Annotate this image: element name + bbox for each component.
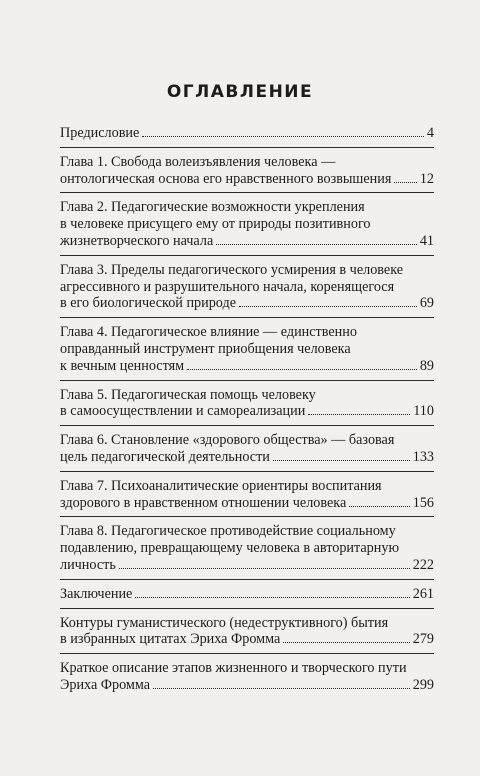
toc-entry-line: Предисловие bbox=[60, 125, 140, 141]
toc-entry[interactable] bbox=[60, 262, 434, 312]
toc-entry[interactable] bbox=[60, 199, 434, 249]
toc-entry[interactable] bbox=[60, 387, 434, 421]
entry-separator bbox=[60, 471, 434, 472]
toc-page-number: 110 bbox=[413, 403, 434, 420]
toc-page-number: 12 bbox=[419, 170, 434, 187]
dot-leader bbox=[394, 182, 416, 183]
toc-entry-line: онтологическая основа его нравственного возвышения bbox=[60, 170, 392, 187]
toc-entry-line: Глава 2. Педагогические возможности укрепления bbox=[60, 199, 365, 216]
toc-entry-line: личность bbox=[60, 556, 116, 573]
toc-entry-line: Глава 5. Педагогическая помощь человеку bbox=[60, 386, 316, 403]
entry-separator bbox=[60, 608, 434, 609]
toc-entry[interactable] bbox=[60, 432, 434, 466]
dot-leader bbox=[239, 306, 417, 307]
toc-page-number: 261 bbox=[412, 585, 434, 602]
toc-entry-line: Глава 7. Психоаналитические ориентиры воспитания bbox=[60, 477, 382, 494]
toc-page-number: 4 bbox=[426, 125, 434, 141]
toc-entry-line: к вечным ценностям bbox=[60, 357, 185, 374]
entry-separator bbox=[60, 579, 434, 580]
entry-separator bbox=[60, 192, 434, 193]
toc-entry[interactable] bbox=[60, 615, 434, 649]
entry-separator bbox=[60, 255, 434, 256]
toc-page-number: 156 bbox=[412, 494, 434, 511]
toc-entry-line: подавлению, превращающему человека в авторитарную bbox=[60, 540, 400, 557]
dot-leader bbox=[135, 597, 409, 598]
dot-leader bbox=[308, 414, 410, 415]
toc-entry-line: Глава 3. Пределы педагогического усмирения в человеке bbox=[60, 261, 404, 278]
toc-entry[interactable] bbox=[60, 660, 434, 694]
toc-page-number: 222 bbox=[412, 556, 434, 573]
dot-leader bbox=[273, 460, 410, 461]
toc-page-number: 299 bbox=[412, 676, 434, 693]
toc-page-number: 69 bbox=[419, 295, 434, 312]
toc-page-number: 41 bbox=[419, 232, 434, 249]
toc-entry-line: цель педагогической деятельности bbox=[60, 448, 270, 465]
toc-entry-line: в избранных цитатах Эриха Фромма bbox=[60, 631, 281, 648]
entry-separator bbox=[60, 653, 434, 654]
toc-entry-line: в самоосуществлении и самореализации bbox=[60, 403, 306, 420]
toc-entry[interactable] bbox=[60, 154, 434, 188]
toc-entry-line: в человеке присущего ему от природы позитивного bbox=[60, 216, 371, 233]
toc-entry-line: жизнетворческого начала bbox=[60, 232, 214, 249]
toc-page-number: 279 bbox=[412, 631, 434, 648]
toc-entry-line: Заключение bbox=[60, 585, 133, 602]
entry-separator bbox=[60, 425, 434, 426]
entry-separator bbox=[60, 147, 434, 148]
entry-separator bbox=[60, 380, 434, 381]
toc-entry[interactable] bbox=[60, 324, 434, 374]
dot-leader bbox=[349, 506, 409, 507]
toc-entry-line: Глава 8. Педагогическое противодействие социальному bbox=[60, 523, 396, 540]
toc-entry-line: Глава 4. Педагогическое влияние — единственно bbox=[60, 324, 357, 341]
toc-entry-line: Эриха Фромма bbox=[60, 676, 151, 693]
dot-leader bbox=[283, 642, 409, 643]
toc-entry-line: здорового в нравственном отношении человека bbox=[60, 494, 347, 511]
toc-entry-line: Контуры гуманистического (недеструктивного) бытия bbox=[60, 614, 389, 631]
dot-leader bbox=[153, 688, 410, 689]
toc-page-number: 89 bbox=[419, 357, 434, 374]
entry-separator bbox=[60, 317, 434, 318]
toc-entry-line: в его биологической природе bbox=[60, 295, 237, 312]
toc-entry-line: Глава 6. Становление «здорового общества» — базовая bbox=[60, 432, 395, 449]
toc-entry-line: Краткое описание этапов жизненного и творческого пути bbox=[60, 660, 407, 677]
toc-entry-line: агрессивного и разрушительного начала, коренящегося bbox=[60, 278, 395, 295]
toc-entry[interactable] bbox=[60, 125, 434, 142]
page-title: ОГЛАВЛЕНИЕ bbox=[166, 82, 314, 102]
toc-entry-line: Глава 1. Свобода волеизъявления человека — bbox=[60, 153, 336, 170]
dot-leader bbox=[187, 369, 417, 370]
toc-page-number: 133 bbox=[412, 448, 434, 465]
toc-entry[interactable] bbox=[60, 478, 434, 512]
table-of-contents bbox=[60, 125, 434, 694]
dot-leader bbox=[119, 568, 410, 569]
dot-leader bbox=[142, 136, 424, 137]
dot-leader bbox=[216, 244, 417, 245]
toc-entry[interactable] bbox=[60, 523, 434, 573]
entry-separator bbox=[60, 516, 434, 517]
toc-entry[interactable] bbox=[60, 586, 434, 603]
toc-entry-line: оправданный инструмент приобщения человека bbox=[60, 340, 351, 357]
